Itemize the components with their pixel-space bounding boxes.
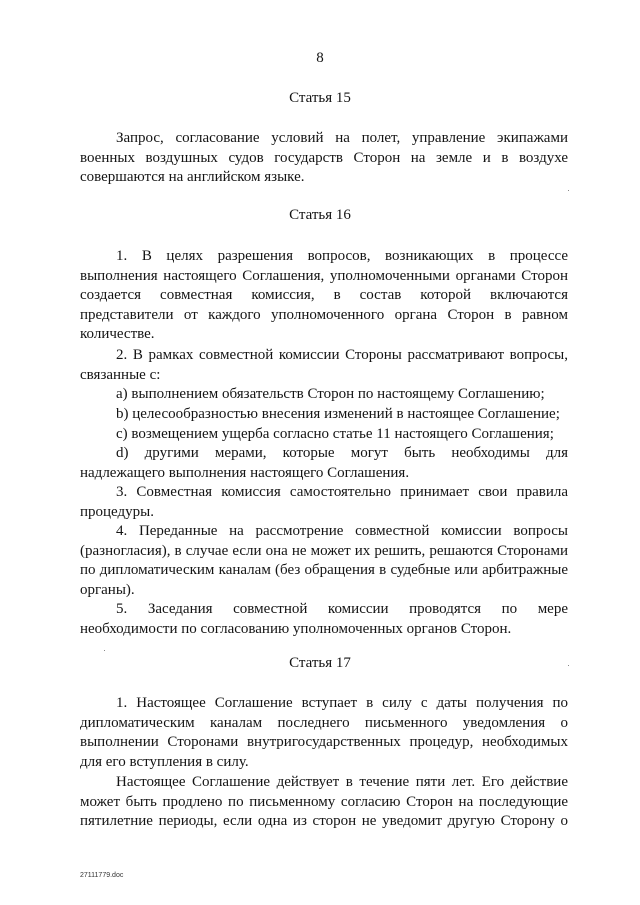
article-paragraph: Запрос, согласование условий на полет, управление экипажами военных воздушных судов государств Сторон на земле и в воздухе совершаются на английском языке. (80, 130, 568, 186)
article-paragraph: 1. Настоящее Соглашение вступает в силу с даты получения по дипломатическим каналам последнего письменного уведомления о выполнении Сторонами внутригосударственных процедур, необходимых для его вступления в силу. (80, 695, 568, 770)
article-heading: Статья 17 (289, 655, 351, 671)
article-paragraph: 1. В целях разрешения вопросов, возникающих в процессе выполнения настоящего Соглашения, уполномоченными органами Сторон создается совместная комиссия, в состав которой включаются представители от каждого уполномоченного органа Сторон в равном количестве. (80, 248, 568, 343)
scan-speck (568, 190, 569, 191)
list-item: c) возмещением ущерба согласно статье 11 настоящего Соглашения; (116, 426, 554, 442)
article-paragraph: 3. Совместная комиссия самостоятельно принимает свои правила процедуры. (80, 484, 568, 520)
list-item: b) целесообразностью внесения изменений в настоящее Соглашение; (116, 406, 560, 422)
article-paragraph: 4. Переданные на рассмотрение совместной комиссии вопросы (разногласия), в случае если она не может их решить, решаются Сторонами по дипломатическим каналам (без обращения в судебные или арбитражные органы). (80, 523, 568, 598)
article-paragraph: Настоящее Соглашение действует в течение пяти лет. Его действие может быть продлено по письменному согласию Сторон на последующие пятилетние периоды, если одна из сторон не уведомит другую Сторону о (80, 774, 568, 830)
article-heading: Статья 16 (289, 207, 351, 223)
scan-speck (568, 665, 569, 666)
scan-speck (104, 650, 105, 651)
page-number: 8 (316, 50, 324, 66)
list-item: d) другими мерами, которые могут быть необходимы для надлежащего выполнения настоящего Соглашения. (80, 445, 568, 481)
article-paragraph: 2. В рамках совместной комиссии Стороны рассматривают вопросы, связанные с: (80, 347, 568, 383)
list-item: a) выполнением обязательств Сторон по настоящему Соглашению; (116, 386, 545, 402)
footer-file-code: 27111779.doc (80, 872, 124, 879)
article-heading: Статья 15 (289, 90, 351, 106)
article-paragraph: 5. Заседания совместной комиссии проводятся по мере необходимости по согласованию уполномоченных органов Сторон. (80, 601, 568, 637)
